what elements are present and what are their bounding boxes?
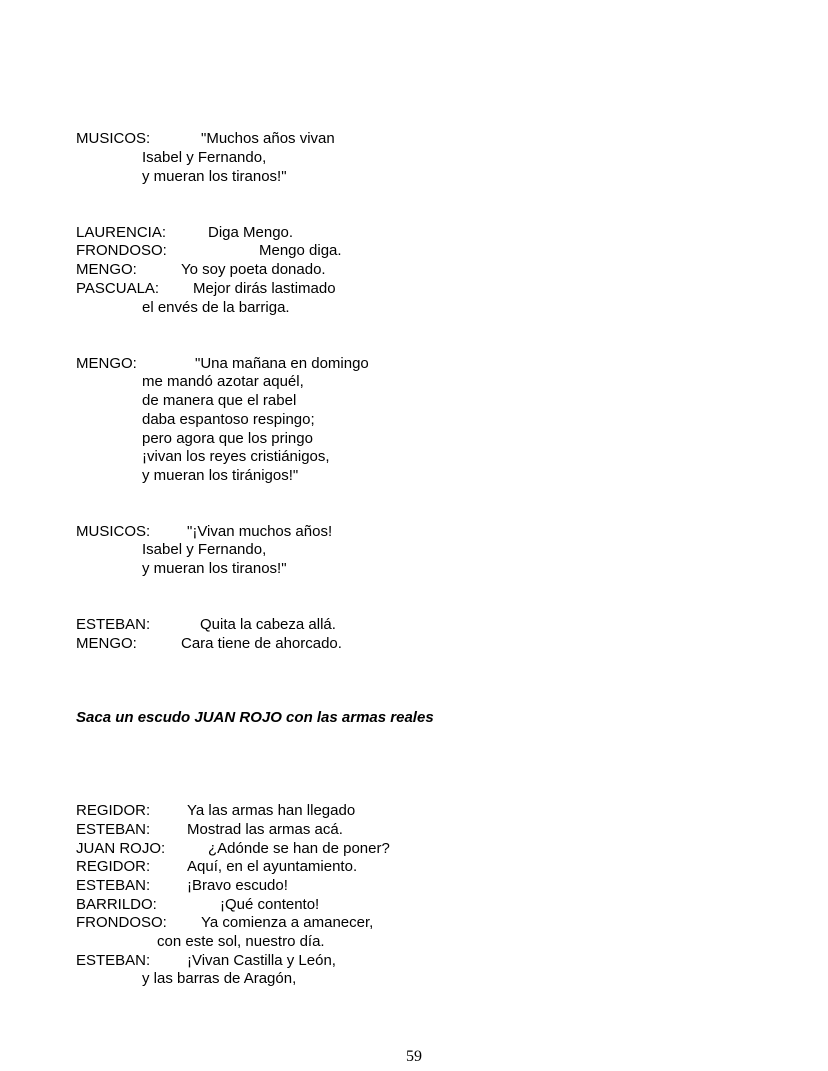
speaker-name: LAURENCIA:	[76, 224, 167, 241]
dialogue-line: Ya las armas han llegado	[187, 802, 356, 819]
dialogue-line: y las barras de Aragón,	[142, 970, 297, 987]
dialogue-line: daba espantoso respingo;	[142, 411, 315, 428]
dialogue-line: ¡Qué contento!	[220, 896, 320, 913]
speaker-name: FRONDOSO:	[76, 242, 167, 259]
dialogue-line: Aquí, en el ayuntamiento.	[187, 858, 358, 875]
dialogue-line: el envés de la barriga.	[142, 299, 290, 316]
dialogue-line: "¡Vivan muchos años!	[187, 523, 333, 540]
speaker-name: MUSICOS:	[76, 523, 151, 540]
dialogue-line: ¡Vivan Castilla y León,	[187, 952, 336, 969]
dialogue-line: Yo soy poeta donado.	[181, 261, 326, 278]
dialogue-line: con este sol, nuestro día.	[157, 933, 325, 950]
speaker-name: ESTEBAN:	[76, 877, 151, 894]
speaker-name: FRONDOSO:	[76, 914, 167, 931]
speaker-name: MENGO:	[76, 635, 137, 652]
speaker-name: ESTEBAN:	[76, 952, 151, 969]
dialogue-line: y mueran los tiranos!"	[142, 560, 287, 577]
dialogue-line: Cara tiene de ahorcado.	[181, 635, 342, 652]
dialogue-line: de manera que el rabel	[142, 392, 297, 409]
speaker-name: ESTEBAN:	[76, 616, 151, 633]
dialogue-line: pero agora que los pringo	[142, 430, 313, 447]
speaker-name: BARRILDO:	[76, 896, 157, 913]
speaker-name: MENGO:	[76, 355, 137, 372]
dialogue-line: "Muchos años vivan	[201, 130, 335, 147]
dialogue-line: me mandó azotar aquél,	[142, 373, 304, 390]
dialogue-line: Isabel y Fernando,	[142, 541, 267, 558]
dialogue-line: Ya comienza a amanecer,	[201, 914, 374, 931]
dialogue-line: "Una mañana en domingo	[195, 355, 369, 372]
speaker-name: JUAN ROJO:	[76, 840, 166, 857]
page-number: 59	[406, 1048, 422, 1065]
speaker-name: PASCUALA:	[76, 280, 160, 297]
dialogue-line: ¡vivan los reyes cristiánigos,	[142, 448, 330, 465]
stage-direction: Saca un escudo JUAN ROJO con las armas reales	[76, 709, 434, 726]
dialogue-line: Mejor dirás lastimado	[193, 280, 336, 297]
speaker-name: MUSICOS:	[76, 130, 151, 147]
speaker-name: REGIDOR:	[76, 802, 151, 819]
dialogue-line: Isabel y Fernando,	[142, 149, 267, 166]
dialogue-line: ¿Adónde se han de poner?	[208, 840, 390, 857]
dialogue-line: y mueran los tiránigos!"	[142, 467, 299, 484]
dialogue-line: Mostrad las armas acá.	[187, 821, 343, 838]
speaker-name: ESTEBAN:	[76, 821, 151, 838]
dialogue-line: Quita la cabeza allá.	[200, 616, 336, 633]
speaker-name: REGIDOR:	[76, 858, 151, 875]
dialogue-line: Mengo diga.	[259, 242, 342, 259]
speaker-name: MENGO:	[76, 261, 137, 278]
dialogue-line: Diga Mengo.	[208, 224, 294, 241]
dialogue-line: y mueran los tiranos!"	[142, 168, 287, 185]
dialogue-line: ¡Bravo escudo!	[187, 877, 288, 894]
